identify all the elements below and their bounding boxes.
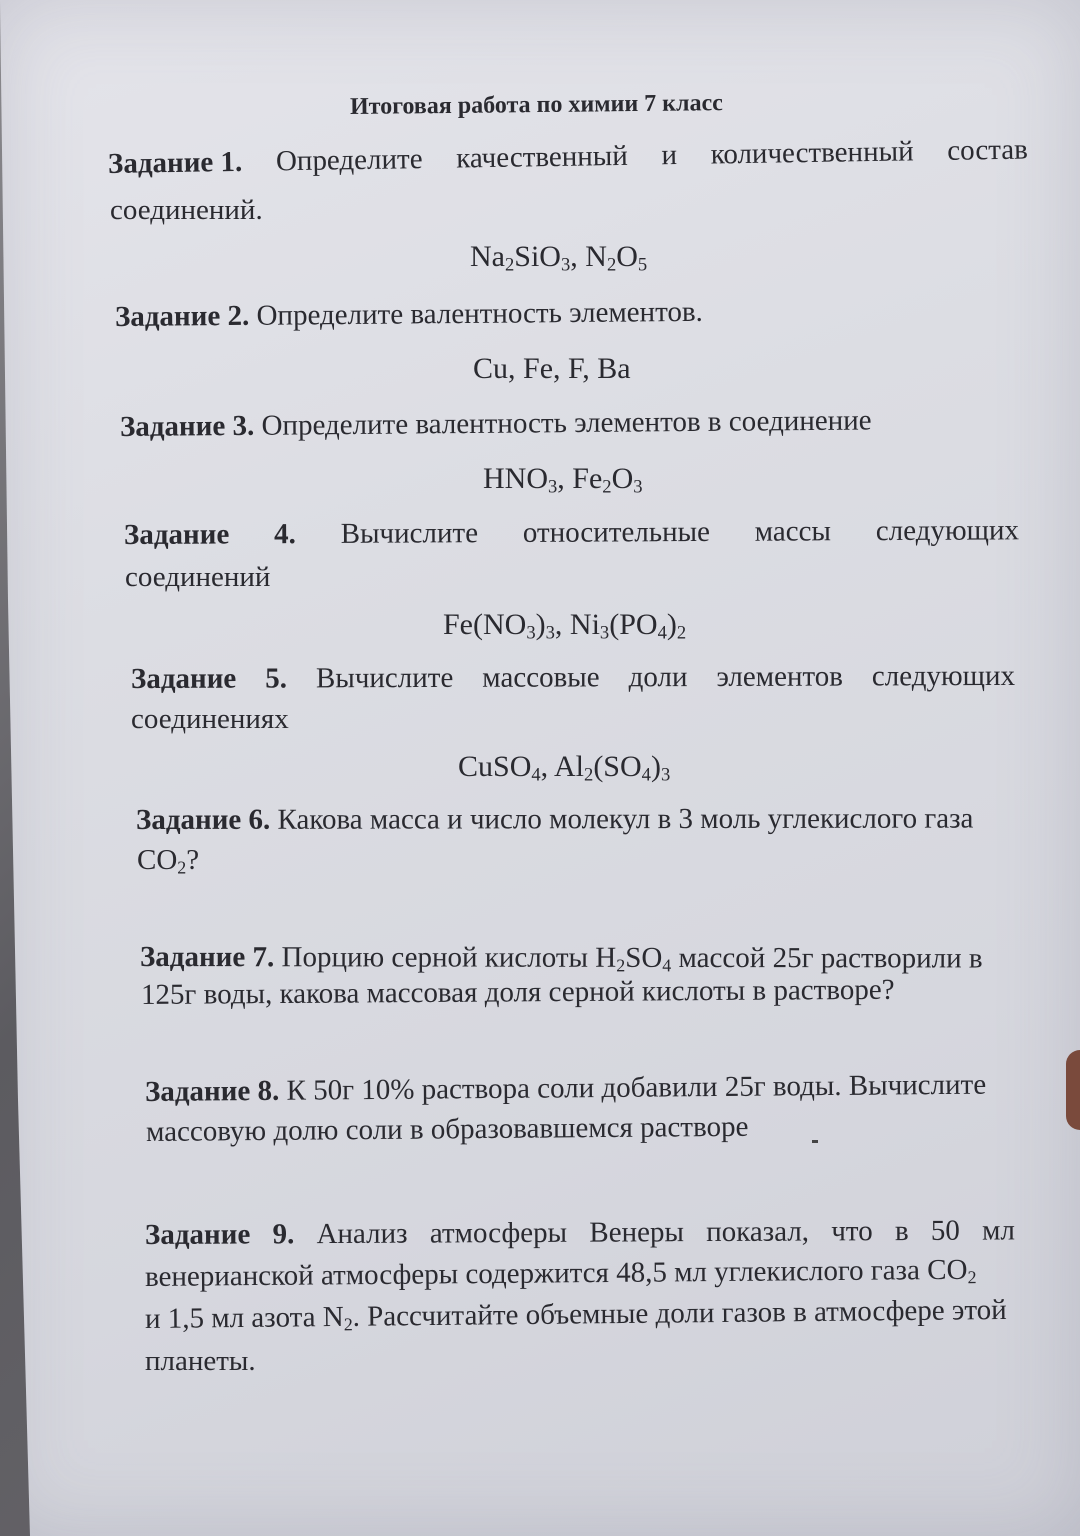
task-9-line-3: и 1,5 мл азота $N_2$. Рассчитайте объемные доли газов в атмосфере этой xyxy=(144,1293,1007,1335)
word: количественный xyxy=(710,135,914,171)
word: показал, xyxy=(706,1215,810,1249)
task-3-formula: $HNO_3$, $Fe_2O_3$ xyxy=(483,462,643,498)
word: Определите xyxy=(275,143,423,178)
task-4-label-number: 4. xyxy=(274,518,296,551)
task-1-line-1 xyxy=(108,133,1028,181)
word: Вычислите xyxy=(315,661,454,695)
word: доли xyxy=(628,661,688,694)
task-5-label-word: Задание xyxy=(130,662,237,695)
word: мл xyxy=(982,1214,1016,1247)
page-title: Итоговая работа по химии 7 класс xyxy=(349,90,723,120)
task-1-label: Задание 1. xyxy=(107,145,243,180)
task-6-label: Задание 6. xyxy=(135,803,271,836)
word: Анализ xyxy=(316,1217,408,1251)
task-7-line-2: 125г воды, какова массовая доля серной кислоты в растворе? xyxy=(140,973,895,1011)
task-4-formula: $Fe(NO_3)_3$, $Ni_3(PO_4)_2$ xyxy=(443,608,687,644)
word: в xyxy=(894,1215,909,1248)
task-5-line-2: соединениях xyxy=(131,703,289,735)
task-9-line-1 xyxy=(145,1213,1015,1252)
task-7-label: Задание 7. xyxy=(139,941,275,974)
task-1-formula: $Na_2SiO_3$, $N_2O_5$ xyxy=(470,240,648,276)
task-9-label-number: 9. xyxy=(272,1218,295,1251)
word: атмосферы xyxy=(429,1216,568,1250)
task-4-label-word: Задание xyxy=(123,518,230,551)
word: следующих xyxy=(871,659,1016,693)
word: Вычислите xyxy=(340,517,479,550)
task-9-label-word: Задание xyxy=(144,1218,251,1251)
task-4-line-2: соединений xyxy=(125,561,271,593)
word: Венеры xyxy=(589,1216,684,1249)
task-8-line-2: массовую долю соли в образовавшемся растворе xyxy=(145,1110,749,1148)
task-8-label: Задание 8. xyxy=(144,1074,280,1108)
word: что xyxy=(831,1215,873,1248)
task-2-line: Задание 2. Определите валентность элементов. xyxy=(114,295,703,333)
task-5-line-1 xyxy=(131,659,1015,696)
task-6-line-2: $CO_2$? xyxy=(137,844,200,878)
task-3-line: Задание 3. Определите валентность элементов в соединение xyxy=(119,404,872,443)
word: 50 xyxy=(930,1214,960,1247)
task-5-formula: CuSO$_4$, $Al_2(SO_4)_3$ xyxy=(458,750,671,786)
word: элементов xyxy=(716,660,843,693)
task-9-line-4: планеты. xyxy=(145,1345,256,1377)
task-7-line-1: Задание 7. Порцию серной кислоты $H_2SO_4$ массой 25г растворили в xyxy=(139,941,983,976)
word: следующих xyxy=(875,514,1020,548)
word: массы xyxy=(754,515,832,548)
task-3-label: Задание 3. xyxy=(119,409,255,443)
task-2-formula: Cu, Fe, F, Ba xyxy=(473,352,631,385)
task-9-line-2: венерианской атмосферы содержится 48,5 мл углекислого газа $CO_2$ xyxy=(144,1253,977,1293)
word: и xyxy=(661,139,678,172)
task-6-line-1: Задание 6. Какова масса и число молекул в 3 моль углекислого газа xyxy=(135,802,974,836)
task-1-line-2: соединений. xyxy=(110,194,263,226)
task-4-line-1 xyxy=(124,513,1019,552)
task-5-label-number: 5. xyxy=(265,662,288,695)
word: массовые xyxy=(482,661,600,694)
task-8-line-1: Задание 8. К 50г 10% раствора соли добавили 25г воды. Вычислите xyxy=(144,1068,987,1108)
ink-speck xyxy=(812,1140,818,1143)
word: состав xyxy=(947,133,1029,167)
task-2-label: Задание 2. xyxy=(114,299,250,333)
word: качественный xyxy=(456,139,629,175)
word: относительные xyxy=(522,515,710,549)
